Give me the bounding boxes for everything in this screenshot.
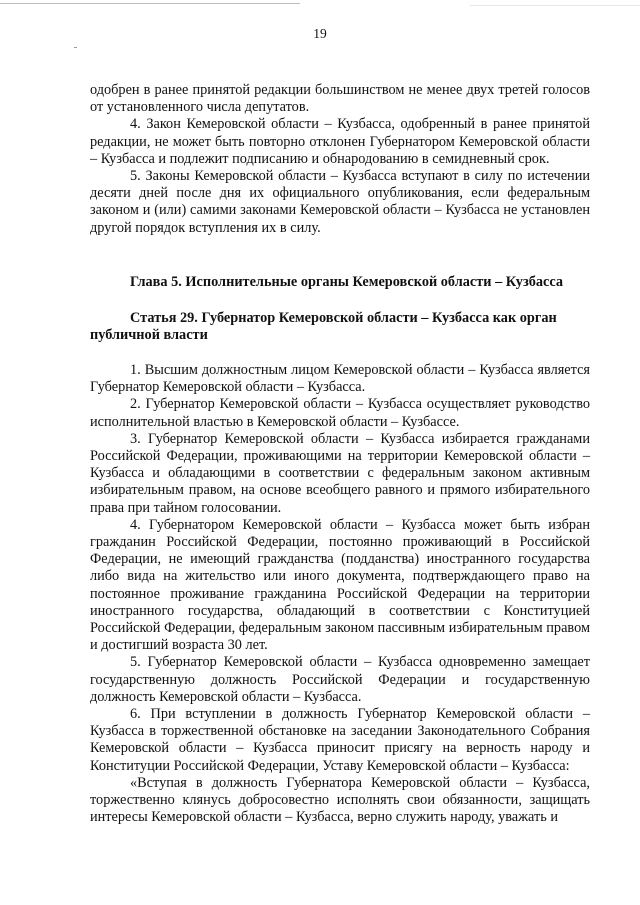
paragraph: 3. Губернатор Кемеровской области – Кузбасса избирается гражданами Российской Федерации, проживающими на территории Кемеровской области – Кузбасса и обладающими в соответствии с федеральным законом активным избирательным правом, на основе всеобщего равного и прямого избирательного права при тайном голосовании. <box>90 430 590 516</box>
article-block <box>90 310 590 344</box>
scan-edge-line <box>0 3 300 4</box>
paragraph: 4. Закон Кемеровской области – Кузбасса, одобренный в ранее принятой редакции, не может быть повторно отклонен Губернатором Кемеровской области – Кузбасса и подлежит подписанию и обнародованию в семидневный срок. <box>90 116 590 167</box>
chapter-heading: Глава 5. Исполнительные органы Кемеровской области – Кузбасса <box>130 274 564 290</box>
chapter-block <box>90 274 590 291</box>
paragraph: 5. Законы Кемеровской области – Кузбасса вступают в силу по истечении десяти дней после дня их официального опубликования, если федеральным законом и (или) самими законами Кемеровской области – Кузбасса не установлен другой порядок вступления их в силу. <box>90 168 590 236</box>
paragraph: 5. Губернатор Кемеровской области – Кузбасса одновременно замещает государственную должность Российской Федерации и государственную должность Кемеровской области – Кузбасса. <box>90 654 590 705</box>
paragraph: 6. При вступлении в должность Губернатор Кемеровской области – Кузбасса в торжественной обстановке на заседании Законодательного Собрания Кемеровской области – Кузбасса приносит присягу на верность народу и Конституции Российской Федерации, Уставу Кемеровской области – Кузбасса: <box>90 706 590 774</box>
scan-edge-line <box>470 5 640 6</box>
paragraph: «Вступая в должность Губернатора Кемеровской области – Кузбасса, торжественно клянусь добросовестно исполнять свои обязанности, защищать интересы Кемеровской области – Кузбасса, верно служить народу, уважать и <box>90 774 590 826</box>
paragraph: одобрен в ранее принятой редакции большинством не менее двух третей голосов от установленного числа депутатов. <box>90 82 590 116</box>
article-body <box>90 362 590 826</box>
paragraph: 2. Губернатор Кемеровской области – Кузбасса осуществляет руководство исполнительной властью в Кемеровской области – Кузбассе. <box>90 396 590 430</box>
paragraphs-top <box>90 82 590 237</box>
page-number: 19 <box>313 26 327 41</box>
paragraph: 4. Губернатором Кемеровской области – Кузбасса может быть избран гражданин Российской Федерации, постоянно проживающий в Российской Федерации, не имеющий гражданства (подданства) иностранного государства либо вида на жительство или иного документа, подтверждающего право на постоянное проживание гражданина Российской Федерации на территории иностранного государства, обладающий в соответствии с Конституцией Российской Федерации, федеральным законом пассивным избирательным правом и достигший возраста 30 лет. <box>90 516 590 654</box>
article-heading: Статья 29. Губернатор Кемеровской области – Кузбасса как орган публичной власти <box>90 310 557 344</box>
paragraph: 1. Высшим должностным лицом Кемеровской области – Кузбасса является Губернатор Кемеровской области – Кузбасса. <box>90 362 590 396</box>
scan-speck <box>74 47 77 48</box>
